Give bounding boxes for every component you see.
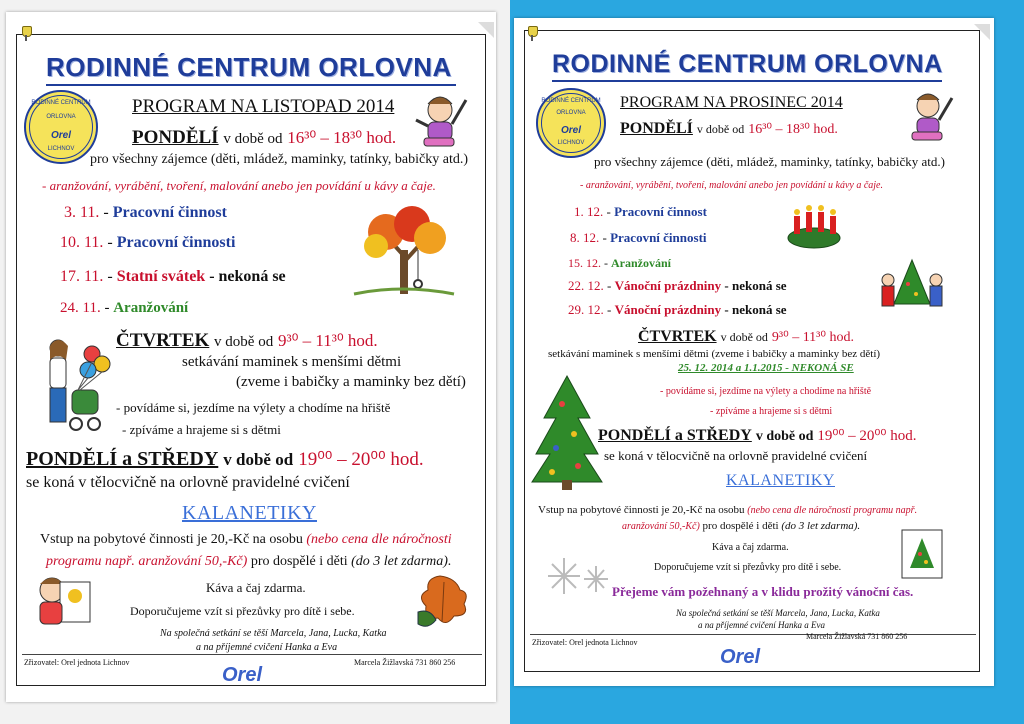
gym-text: se koná v tělocvičně na orlovně pravidelné cvičení (26, 474, 350, 491)
flyer-december (514, 18, 994, 686)
title-underline (46, 84, 456, 86)
snowflakes-icon (544, 552, 614, 602)
christmas-wish: Přejeme vám požehnaný a v klidu prožitý vánoční čas. (612, 584, 914, 599)
meeting-text: setkávání maminek s menšími dětmi (zveme i babičky a maminky bez dětí) (548, 348, 881, 360)
activities-bullet: - zpíváme a hrajeme si s dětmi (122, 422, 281, 437)
date-row: 22. 12. - Vánoční prázdniny - nekoná se (568, 278, 787, 293)
mother-stroller-icon (22, 338, 112, 438)
coffee-text: Káva a čaj zdarma. (206, 580, 306, 595)
monday-line: PONDĚLÍ v době od 16³⁰ – 18³⁰ hod. (132, 127, 397, 148)
date-row: 15. 12. - Aranžování (568, 256, 671, 270)
thursday-line: ČTVRTEK v době od 9³⁰ – 11³⁰ hod. (638, 328, 854, 345)
contact-text: Marcela Žižlavská 731 860 256 (354, 658, 456, 667)
thursday-line: ČTVRTEK v době od 9³⁰ – 11³⁰ hod. (116, 330, 378, 351)
title-underline (552, 80, 942, 82)
page-curl-icon (478, 22, 494, 38)
autumn-tree-icon (352, 206, 456, 296)
page-curl-icon (974, 24, 990, 40)
for-all-text: pro všechny zájemce (děti, mládež, maminky, tatínky, babičky atd.) (90, 152, 468, 167)
child-waving-icon (412, 92, 468, 148)
founder-text: Zřizovatel: Orel jednota Lichnov (24, 658, 130, 667)
orel-logo: Orel (720, 646, 761, 668)
kids-christmas-tree-icon (880, 258, 944, 314)
thanks-line-1: Na společná setkání se těší Marcela, Jana, Lucka, Katka (676, 608, 880, 618)
header-title: RODINNÉ CENTRUM ORLOVNA (46, 52, 452, 82)
pin-icon (20, 26, 32, 40)
date-row: 17. 11. - Statní svátek - nekoná se (60, 268, 286, 285)
orlovna-logo: RODINNÉ CENTRUM ORLOVNA Orel LICHNOV (536, 88, 606, 158)
christmas-card-icon (898, 526, 948, 582)
kalanetiky-link[interactable]: KALANETIKY (182, 502, 317, 524)
date-row: 3. 11. - Pracovní činnost (64, 204, 227, 221)
coffee-text: Káva a čaj zdarma. (712, 542, 789, 553)
thanks-line-2: a na příjemné cvičení Hanka a Eva (698, 620, 825, 630)
program-heading: PROGRAM NA PROSINEC 2014 (620, 94, 843, 111)
header-title: RODINNÉ CENTRUM ORLOVNA (552, 50, 943, 78)
christmas-tree-icon (532, 374, 602, 490)
entry-line-1: Vstup na pobytové činnosti je 20,-Kč na osobu (nebo cena dle náročnosti (40, 532, 452, 547)
activities-bullet: - povídáme si, jezdíme na výlety a chodíme na hřiště (660, 386, 872, 397)
orel-logo: Orel (222, 664, 263, 686)
activities-bullet: - zpíváme a hrajeme si s dětmi (710, 406, 833, 417)
meeting-note: (zveme i babičky a maminky bez dětí) (236, 374, 466, 390)
date-row: 24. 11. - Aranžování (60, 300, 189, 316)
pin-icon (526, 26, 538, 40)
mon-wed-line: PONDĚLÍ a STŘEDY v době od 19⁰⁰ – 20⁰⁰ hod. (26, 448, 424, 470)
flyer-november (6, 12, 496, 702)
entry-line-2: programu např. aranžování 50,-Kč) pro dospělé i děti (do 3 let zdarma). (46, 554, 452, 569)
activities-text: - aranžování, vyrábění, tvoření, malování anebo jen povídání u kávy a čaje. (580, 180, 883, 191)
closed-dates: 25. 12. 2014 a 1.1.2015 - NEKONÁ SE (678, 362, 854, 374)
gym-text: se koná v tělocvičně na orlovně pravidelné cvičení (604, 448, 868, 463)
footer-divider (22, 654, 482, 655)
program-heading: PROGRAM NA LISTOPAD 2014 (132, 96, 395, 117)
oak-leaves-icon (410, 572, 476, 632)
date-row: 10. 11. - Pracovní činnosti (60, 234, 236, 251)
child-drawing-icon (30, 572, 94, 632)
child-waving-icon (902, 90, 954, 142)
monday-line: PONDĚLÍ v době od 16³⁰ – 18³⁰ hod. (620, 120, 838, 137)
activities-text: - aranžování, vyrábění, tvoření, malování anebo jen povídání u kávy a čaje. (42, 178, 436, 193)
meeting-text: setkávání maminek s menšími dětmi (182, 354, 402, 370)
contact-text: Marcela Žižlavská 731 860 256 (806, 632, 908, 641)
date-row: 1. 12. - Pracovní činnost (574, 204, 707, 219)
mon-wed-line: PONDĚLÍ a STŘEDY v době od 19⁰⁰ – 20⁰⁰ hod. (598, 427, 917, 444)
entry-line-2: aranžování 50,-Kč) pro dospělé i děti (do 3 let zdarma). (622, 520, 861, 532)
founder-text: Zřizovatel: Orel jednota Lichnov (532, 638, 638, 647)
advent-wreath-icon (786, 204, 842, 250)
kalanetiky-link[interactable]: KALANETIKY (726, 472, 835, 489)
shoes-text: Doporučujeme vzít si přezůvky pro dítě i sebe. (130, 604, 355, 618)
thanks-line-2: a na příjemné cvičení Hanka a Eva (196, 642, 338, 653)
shoes-text: Doporučujeme vzít si přezůvky pro dítě i sebe. (654, 562, 842, 573)
thanks-line-1: Na společná setkání se těší Marcela, Jana, Lucka, Katka (160, 628, 387, 639)
footer-divider (530, 634, 976, 635)
orlovna-logo: RODINNÉ CENTRUM ORLOVNA Orel LICHNOV (24, 90, 98, 164)
entry-line-1: Vstup na pobytové činnosti je 20,-Kč na osobu (nebo cena dle náročnosti programu např. (538, 504, 918, 516)
activities-bullet: - povídáme si, jezdíme na výlety a chodíme na hřiště (116, 400, 391, 415)
for-all-text: pro všechny zájemce (děti, mládež, maminky, tatínky, babičky atd.) (594, 154, 945, 169)
date-row: 8. 12. - Pracovní činnosti (570, 230, 707, 245)
date-row: 29. 12. - Vánoční prázdniny - nekoná se (568, 302, 787, 317)
